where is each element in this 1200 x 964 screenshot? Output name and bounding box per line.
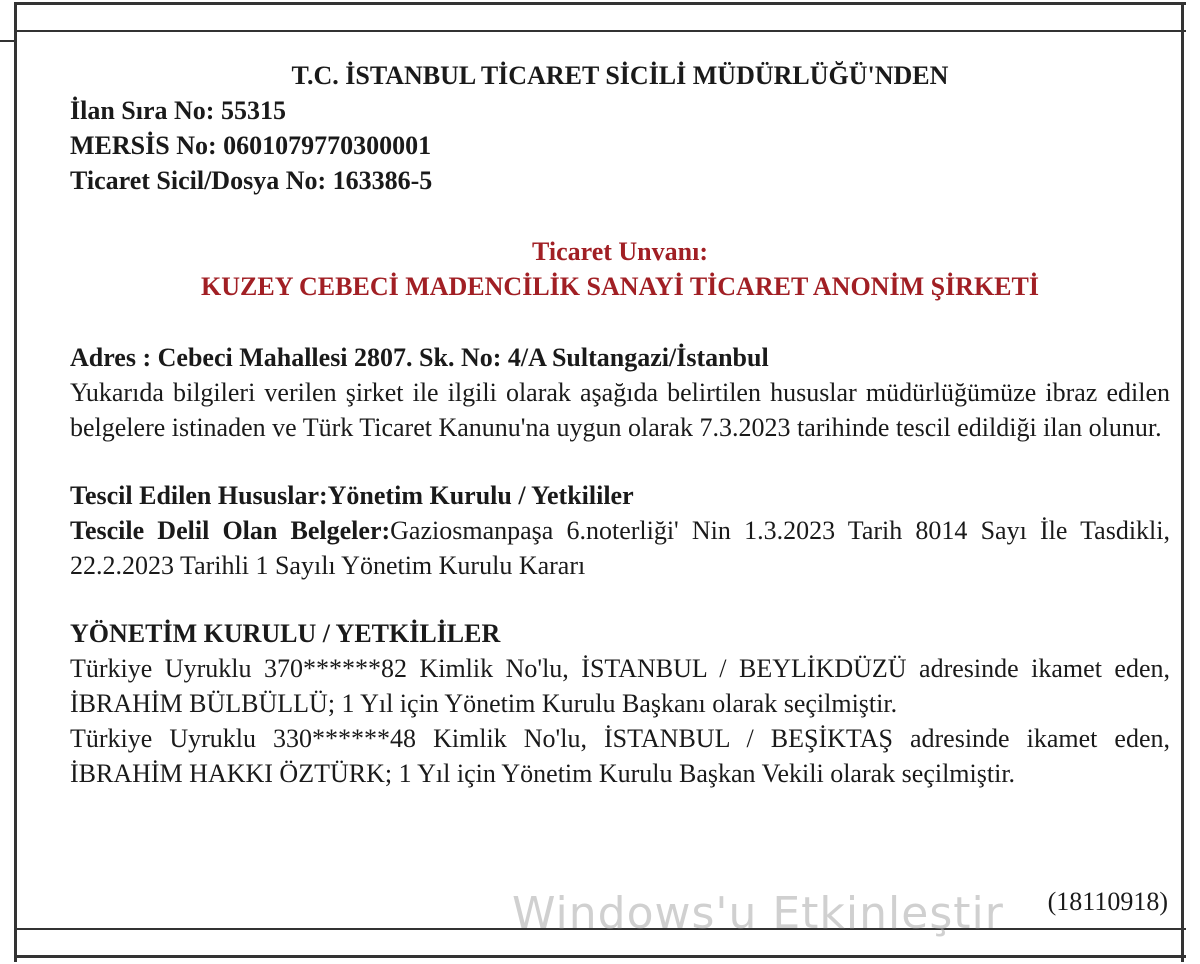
ilan-sira-no: İlan Sıra No: 55315 [70,96,286,125]
ilan-code: (18110918) [1047,887,1168,916]
mersis-no: MERSİS No: 0601079770300001 [70,131,432,160]
ticaret-sicil-no: Ticaret Sicil/Dosya No: 163386-5 [70,166,433,195]
evidence-documents-label: Tescile Delil Olan Belgeler: [70,516,391,545]
windows-activation-watermark: Windows'u Etkinleştir [512,888,1004,939]
board-member-2: Türkiye Uyruklu 330******48 Kimlik No'lu, İSTANBUL / BEŞİKTAŞ adresinde ikamet eden, İBRAHİM HAKKI ÖZTÜRK; 1 Yıl için Yönetim Kurulu Başkan Vekili olarak seçilmiştir. [70,724,1170,788]
board-section-title: YÖNETİM KURULU / YETKİLİLER [70,619,501,648]
company-address: Adres : Cebeci Mahallesi 2807. Sk. No: 4/A Sultangazi/İstanbul [70,343,769,372]
evidence-documents-value: Gaziosmanpaşa 6.noterliği' Nin 1.3.2023 Tarih 8014 Sayı İle Tasdikli, 22.2.2023 Tarihli 1 Sayılı Yönetim Kurulu Kararı [70,516,1170,580]
announcement-document [70,58,1170,791]
board-member-1: Türkiye Uyruklu 370******82 Kimlik No'lu, İSTANBUL / BEYLİKDÜZÜ adresinde ikamet eden, İBRAHİM BÜLBÜLLÜ; 1 Yıl için Yönetim Kurulu Başkanı olarak seçilmiştir. [70,654,1170,718]
evidence-documents [70,513,1170,583]
registered-matters-value: Yönetim Kurulu / Yetkililer [327,481,634,510]
right-border [1181,2,1184,962]
trade-name: KUZEY CEBECİ MADENCİLİK SANAYİ TİCARET ANONİM ŞİRKETİ [201,272,1039,301]
trade-name-label: Ticaret Unvanı: [532,237,708,266]
left-border [14,2,17,962]
registered-matters-line [70,478,1170,513]
left-tick-mark [0,40,14,42]
top-border-inner [14,30,1186,32]
top-border-outer [14,2,1186,5]
bottom-border-outer [14,955,1186,958]
registered-matters-label: Tescil Edilen Hususlar: [70,481,328,510]
intro-paragraph: Yukarıda bilgileri verilen şirket ile ilgili olarak aşağıda belirtilen hususlar müdürlüğümüze ibraz edilen belgelere istinaden ve Türk Ticaret Kanunu'na uygun olarak 7.3.2023 tarihinde tescil edildiği ilan olunur. [70,378,1170,442]
office-heading: T.C. İSTANBUL TİCARET SİCİLİ MÜDÜRLÜĞÜ'NDEN [291,61,949,90]
